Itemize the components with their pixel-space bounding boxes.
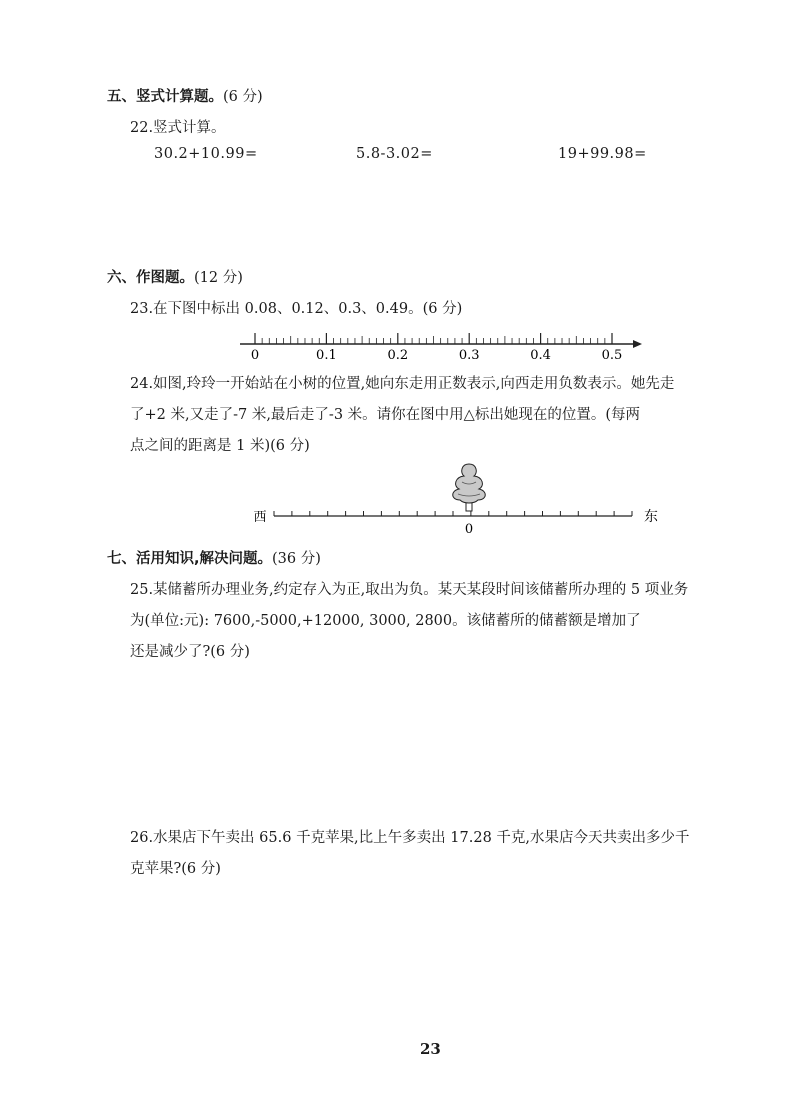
section-7-points: (36 分): [272, 551, 321, 567]
calc-item-1: 30.2+10.99=: [154, 146, 258, 162]
question-24-line-2: 了+2 米,又走了-7 米,最后走了-3 米。请你在图中用△标出她现在的位置。(每两: [130, 407, 640, 423]
question-23-text: 23.在下图中标出 0.08、0.12、0.3、0.49。(6 分): [130, 301, 463, 317]
section-5-heading: [107, 85, 263, 106]
decimal-label-0-4: 0.4: [530, 348, 551, 362]
question-26-line-2: 克苹果?(6 分): [130, 861, 221, 877]
west-label: 西: [253, 510, 267, 525]
decimal-ticks: [255, 333, 612, 344]
calc-item-2: 5.8-3.02=: [356, 146, 433, 162]
decimal-label-0: 0: [250, 348, 260, 362]
section-6-points: (12 分): [194, 270, 243, 286]
section-7-heading: [107, 547, 321, 568]
section-6-heading: [107, 266, 243, 287]
question-24-line-3: 点之间的距离是 1 米)(6 分): [130, 438, 310, 454]
question-22-text: 22.竖式计算。: [130, 120, 226, 136]
decimal-label-0-5: 0.5: [601, 348, 623, 362]
question-25-line-2: 为(单位:元): 7600,-5000,+12000, 3000, 2800。该储蓄所的储蓄额是增加了: [130, 613, 641, 629]
decimal-number-line: [235, 322, 645, 362]
decimal-axis-arrow: [633, 340, 642, 348]
decimal-labels: [251, 348, 622, 362]
question-25-line-3: 还是减少了?(6 分): [130, 644, 250, 660]
zero-label: 0: [464, 522, 474, 537]
calc-item-3: 19+99.98=: [558, 146, 647, 162]
decimal-label-0-2: 0.2: [387, 348, 409, 362]
east-label: 东: [644, 509, 658, 525]
direction-number-line: [240, 458, 670, 538]
question-24-line-1: 24.如图,玲玲一开始站在小树的位置,她向东走用正数表示,向西走用负数表示。她先走: [130, 376, 675, 392]
direction-ticks: [274, 511, 632, 516]
section-7-title: 七、活用知识,解决问题。: [107, 551, 273, 567]
question-25-line-1: 25.某储蓄所办理业务,约定存入为正,取出为负。某天某段时间该储蓄所办理的 5 项业务: [130, 582, 689, 598]
section-5-points: (6 分): [223, 89, 263, 105]
section-5-title: 五、竖式计算题。: [107, 89, 223, 105]
section-6-title: 六、作图题。: [107, 270, 194, 286]
question-26-line-1: 26.水果店下午卖出 65.6 千克苹果,比上午多卖出 17.28 千克,水果店今天共卖出多少千: [130, 830, 690, 846]
decimal-label-0-3: 0.3: [458, 348, 480, 362]
decimal-label-0-1: 0.1: [316, 348, 337, 362]
page-number: 23: [420, 1040, 441, 1058]
tree-icon: [453, 464, 486, 511]
